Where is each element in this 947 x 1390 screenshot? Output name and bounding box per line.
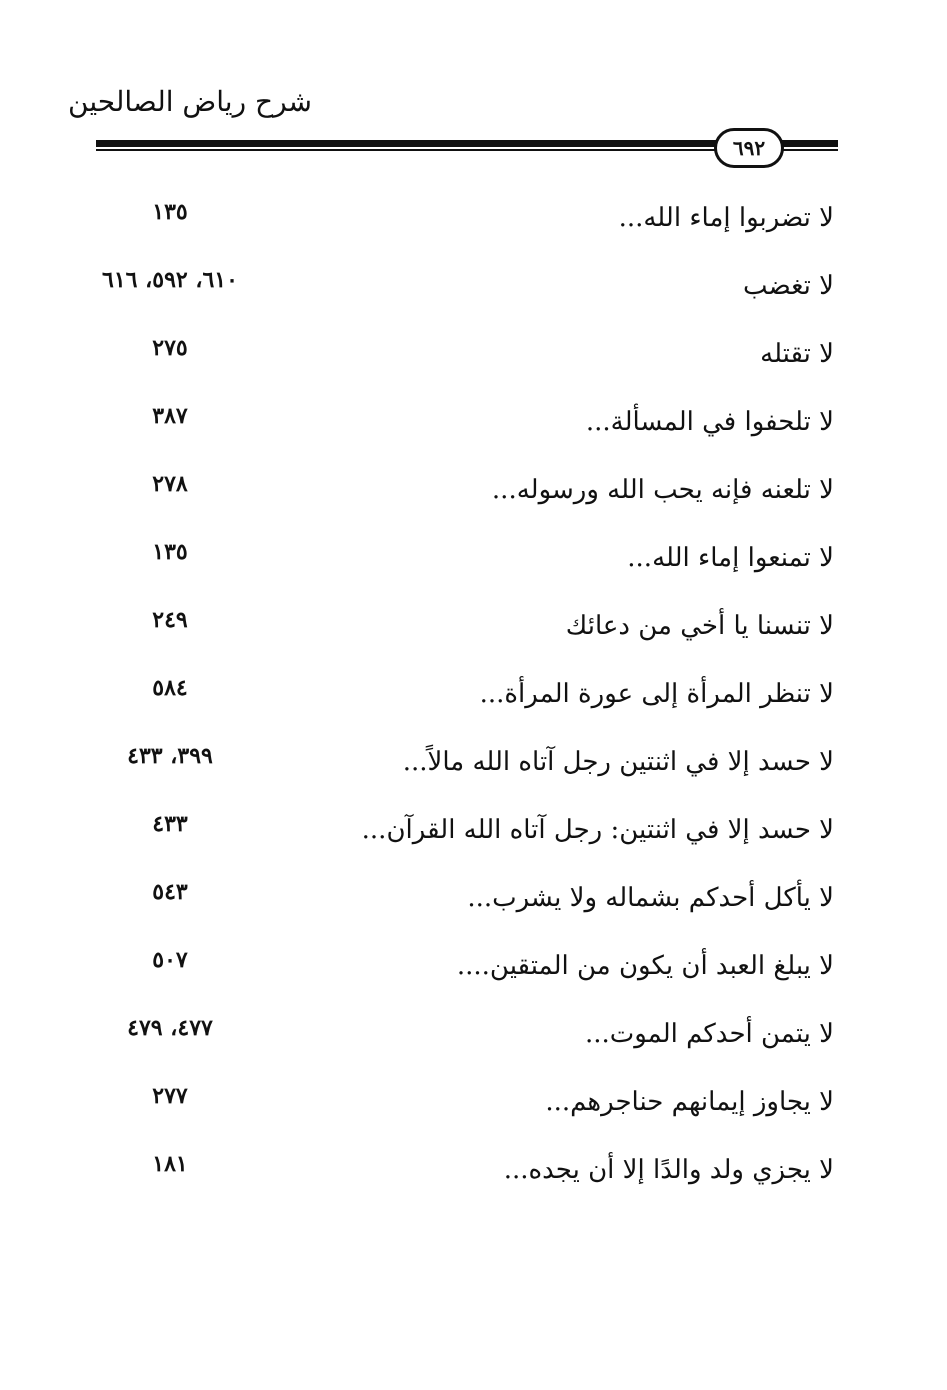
running-header-title: شرح رياض الصالحين [68, 85, 312, 118]
entry-text: لا يأكل أحدكم بشماله ولا يشرب... [467, 883, 834, 913]
entry-text: لا تلعنه فإنه يحب الله ورسوله... [491, 475, 834, 505]
entry-text: لا تنظر المرأة إلى عورة المرأة... [479, 679, 834, 709]
index-entry [90, 530, 834, 598]
entry-page-numbers: ١٣٥ [152, 199, 188, 225]
index-entry [90, 462, 834, 530]
entry-page-numbers: ٢٧٥ [152, 335, 188, 361]
entry-page-numbers: ٣٨٧ [152, 403, 188, 429]
index-entry [90, 258, 834, 326]
index-entry [90, 326, 834, 394]
index-entry [90, 734, 834, 802]
page-number-badge: ٦٩٢ [714, 128, 784, 168]
entry-page-numbers: ٢٧٧ [152, 1083, 188, 1109]
index-entry [90, 1142, 834, 1210]
entry-page-numbers: ١٨١ [152, 1151, 188, 1177]
index-entry [90, 666, 834, 734]
index-entry [90, 802, 834, 870]
entry-page-numbers: ٤٧٧، ٤٧٩ [127, 1015, 213, 1041]
entry-text: لا تلحفوا في المسألة... [585, 407, 834, 437]
entry-text: لا يجاوز إيمانهم حناجرهم... [545, 1087, 834, 1117]
index-entry [90, 938, 834, 1006]
entry-page-numbers: ٦١٠، ٥٩٢، ٦١٦ [102, 267, 238, 293]
entry-text: لا حسد إلا في اثنتين رجل آتاه الله مالاً... [402, 747, 834, 777]
entry-page-numbers: ٢٤٩ [152, 607, 188, 633]
index-entry [90, 394, 834, 462]
entry-text: لا يتمن أحدكم الموت... [584, 1019, 834, 1049]
entry-text: لا تمنعوا إماء الله... [627, 543, 834, 573]
index-entry [90, 1006, 834, 1074]
index-entry [90, 598, 834, 666]
index-entry [90, 190, 834, 258]
index-entry [90, 870, 834, 938]
entry-text: لا يبلغ العبد أن يكون من المتقين.... [456, 951, 834, 981]
entry-text: لا تغضب [743, 271, 834, 301]
entry-page-numbers: ٢٧٨ [152, 471, 188, 497]
entry-page-numbers: ٣٩٩، ٤٣٣ [127, 743, 213, 769]
entry-text: لا تنسنا يا أخي من دعائك [565, 611, 834, 641]
entry-page-numbers: ٥٨٤ [152, 675, 188, 701]
entry-page-numbers: ٥٠٧ [152, 947, 188, 973]
index-entry-list [90, 190, 834, 1210]
index-entry [90, 1074, 834, 1142]
entry-text: لا يجزي ولد والدًا إلا أن يجده... [503, 1155, 834, 1185]
entry-text: لا حسد إلا في اثنتين: رجل آتاه الله القرآن... [361, 815, 834, 845]
entry-page-numbers: ١٣٥ [152, 539, 188, 565]
entry-text: لا تضربوا إماء الله... [618, 203, 834, 233]
entry-page-numbers: ٥٤٣ [152, 879, 188, 905]
entry-text: لا تقتله [760, 339, 834, 369]
entry-page-numbers: ٤٣٣ [152, 811, 188, 837]
